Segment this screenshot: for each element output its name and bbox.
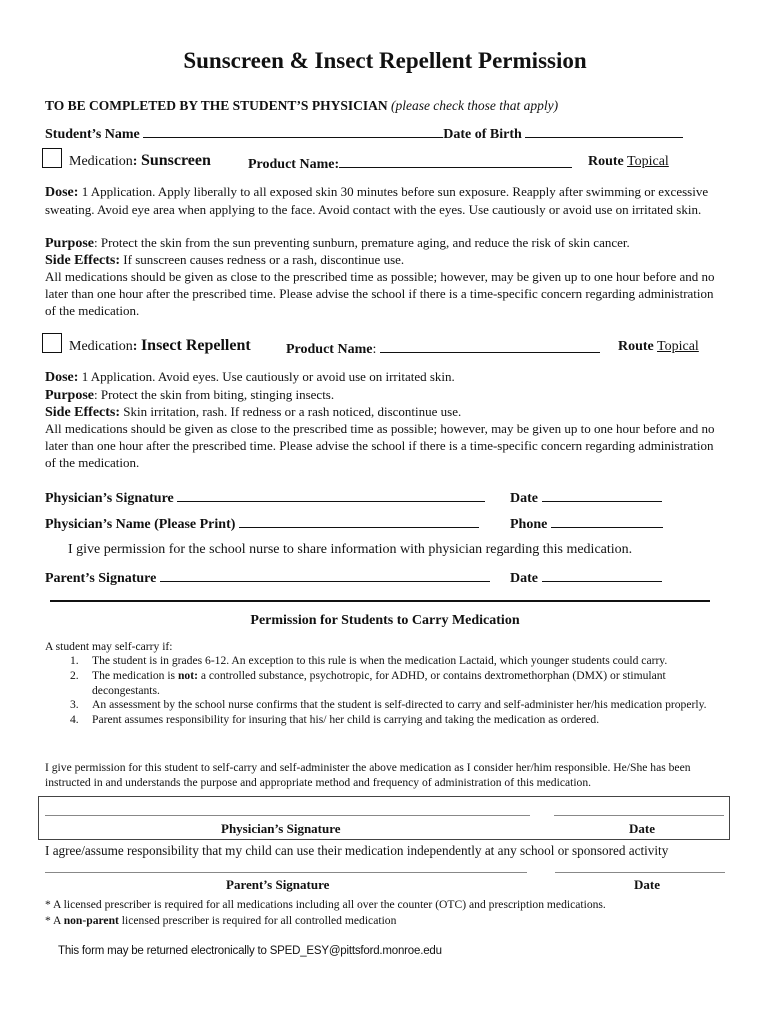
- physician-phone-label: Phone: [510, 517, 548, 532]
- list-item-text: The student is in grades 6-12. An exception to this rule is when the medication Lactaid, which younger students could carry.: [92, 654, 668, 667]
- list-item-number: 1.: [70, 654, 79, 667]
- repellent-product-name-label: Product Name: [286, 342, 373, 357]
- repellent-dose: [45, 368, 727, 386]
- repellent-medication-name: Insect Repellent: [140, 337, 251, 354]
- repellent-product-name-field[interactable]: [380, 339, 600, 353]
- list-item-text: Parent assumes responsibility for insuring that his/ her child is carrying and taking the medication as ordered.: [92, 713, 600, 727]
- instruction-italic: (please check those that apply): [390, 98, 559, 113]
- repellent-checkbox[interactable]: [42, 333, 62, 353]
- carry-parent-signature-field[interactable]: [45, 872, 527, 873]
- carry-physician-date-field[interactable]: [554, 815, 724, 816]
- repellent-colon: :: [132, 339, 138, 354]
- repellent-medication-row: [69, 337, 251, 355]
- list-item: [45, 698, 735, 713]
- page-title: Sunscreen & Insect Repellent Permission: [183, 48, 587, 73]
- physician-signature-label: Physician’s Signature: [45, 491, 174, 506]
- list-item-bold: not:: [177, 668, 198, 682]
- repellent-product-colon: :: [372, 342, 377, 357]
- sunscreen-medication-name: Sunscreen: [140, 152, 211, 169]
- sunscreen-dose-text: 1 Application. Apply liberally to all exposed skin 30 minutes before sun exposure. Reapply after swimming or excessive sweating. Avoid eye area when applying to the face. Avoid contact with the eyes. Use cautiously or avoid use on irritated skin.: [45, 184, 709, 217]
- list-item-number: 3.: [70, 698, 79, 712]
- carry-physician-signature-label: Physician’s Signature: [221, 821, 341, 836]
- repellent-route-value: Topical: [657, 339, 699, 354]
- list-item-text: The medication is: [92, 668, 178, 682]
- note-otc: * A licensed prescriber is required for all medications including all over the counter (OTC) and prescription medications.: [45, 898, 606, 911]
- sunscreen-dose-label: Dose:: [45, 185, 79, 200]
- sunscreen-side-effects-label: Side Effects:: [45, 253, 121, 268]
- note-controlled-bold: non-parent: [63, 914, 119, 927]
- parent-signature-field[interactable]: [160, 568, 490, 582]
- sunscreen-dose: [45, 183, 727, 218]
- sunscreen-route-label: Route: [588, 154, 624, 169]
- carry-parent-date-label: Date: [634, 877, 660, 892]
- carry-intro: A student may self-carry if:: [45, 640, 173, 653]
- list-item: [45, 654, 735, 669]
- dob-label: Date of Birth: [443, 127, 522, 142]
- carry-list: [45, 654, 735, 728]
- physician-date-row: [510, 488, 662, 507]
- sunscreen-medication-label: Medication: [69, 154, 133, 169]
- carry-permission-text: I give permission for this student to self-carry and self-administer the above medication as I consider her/him responsible. He/She has been instructed in and understands the purpose and appropriate method and frequency of administration of this medication.: [45, 761, 691, 789]
- repellent-product-row: [286, 339, 600, 358]
- repellent-dose-text: 1 Application. Avoid eyes. Use cautiously or avoid use on irritated skin.: [81, 369, 455, 384]
- physician-name-field[interactable]: [239, 514, 479, 528]
- repellent-dose-label: Dose:: [45, 370, 79, 385]
- dob-field[interactable]: [525, 124, 683, 138]
- student-name-label: Student’s Name: [45, 127, 140, 142]
- repellent-timing: All medications should be given as close to the prescribed time as possible; however, may be given up to one hour before and no later than one hour after the prescribed time. Please advise the school if there is a time-specific concern regarding administration of the medication.: [45, 421, 715, 470]
- parent-date-field[interactable]: [542, 568, 662, 582]
- physician-date-field[interactable]: [542, 488, 662, 502]
- carry-physician-signature-field[interactable]: [45, 815, 530, 816]
- parent-date-label: Date: [510, 571, 538, 586]
- repellent-route: [618, 339, 699, 355]
- sunscreen-side-effects: [45, 251, 727, 269]
- sunscreen-side-effects-text: If sunscreen causes redness or a rash, discontinue use.: [123, 252, 405, 267]
- student-info-row: [45, 124, 683, 143]
- physician-signature-field[interactable]: [177, 488, 485, 502]
- note-controlled-prefix: * A: [45, 914, 64, 927]
- footer-return-note: This form may be returned electronically to SPED_ESY@pittsford.monroe.edu: [58, 945, 442, 957]
- share-permission-text: I give permission for the school nurse to share information with physician regarding this medication.: [68, 542, 633, 557]
- sunscreen-timing: All medications should be given as close to the prescribed time as possible; however, may be given up to one hour before and no later than one hour after the prescribed time. Please advise the school if there is a time-specific concern regarding administration of the medication.: [45, 269, 715, 318]
- student-name-field[interactable]: [143, 124, 443, 138]
- sunscreen-product-name-label: Product Name:: [248, 157, 340, 172]
- note-controlled: [45, 913, 396, 928]
- list-item-text: An assessment by the school nurse confirms that the student is self-directed to carry and self-administer her/his medication properly.: [92, 698, 707, 712]
- instruction-line: [45, 98, 558, 114]
- instruction-bold: TO BE COMPLETED BY THE STUDENT’S PHYSICIAN: [45, 98, 388, 113]
- list-item-number: 4.: [70, 713, 79, 727]
- sunscreen-purpose-text: : Protect the skin from the sun preventing sunburn, premature aging, and reduce the risk of skin cancer.: [94, 235, 630, 250]
- carry-parent-date-field[interactable]: [555, 872, 725, 873]
- repellent-medication-label: Medication: [69, 339, 133, 354]
- sunscreen-checkbox[interactable]: [42, 148, 62, 168]
- sunscreen-product-row: [248, 154, 572, 173]
- sunscreen-colon: :: [132, 154, 138, 169]
- parent-signature-label: Parent’s Signature: [45, 571, 157, 586]
- repellent-purpose-label: Purpose: [45, 388, 94, 403]
- carry-physician-signature-box: [38, 796, 730, 840]
- parent-date-row: [510, 568, 662, 587]
- physician-phone-field[interactable]: [551, 514, 663, 528]
- repellent-side-effects-text: Skin irritation, rash. If redness or a rash noticed, discontinue use.: [123, 404, 462, 419]
- repellent-side-effects-label: Side Effects:: [45, 405, 121, 420]
- carry-parent-signature-label: Parent’s Signature: [226, 877, 330, 892]
- repellent-purpose-text: : Protect the skin from biting, stinging insects.: [94, 387, 335, 402]
- sunscreen-medication-row: [69, 152, 211, 170]
- list-item-text-cont: a controlled substance, psychotropic, for ADHD, or contains dextromethorphan (DMX) or stimulant decongestants.: [92, 668, 666, 697]
- list-item: [45, 713, 735, 728]
- sunscreen-purpose: [45, 234, 727, 252]
- note-controlled-suffix: licensed prescriber is required for all controlled medication: [118, 914, 397, 927]
- carry-physician-date-label: Date: [629, 821, 655, 836]
- list-item-number: 2.: [70, 668, 79, 682]
- repellent-route-label: Route: [618, 339, 654, 354]
- carry-heading: Permission for Students to Carry Medication: [250, 613, 520, 628]
- sunscreen-route: [588, 154, 669, 170]
- sunscreen-product-name-field[interactable]: [339, 154, 572, 168]
- list-item: [45, 669, 735, 699]
- physician-name-label: Physician’s Name (Please Print): [45, 517, 236, 532]
- physician-phone-row: [510, 514, 663, 533]
- physician-signature-row: [45, 488, 485, 507]
- agree-text: I agree/assume responsibility that my child can use their medication independently at any school or sponsored activity: [45, 843, 669, 858]
- sunscreen-purpose-label: Purpose: [45, 236, 94, 251]
- repellent-purpose: [45, 386, 727, 404]
- parent-signature-row: [45, 568, 490, 587]
- physician-name-row: [45, 514, 479, 533]
- section-divider: [50, 600, 710, 602]
- repellent-side-effects: [45, 403, 727, 421]
- sunscreen-route-value: Topical: [627, 154, 669, 169]
- physician-date-label: Date: [510, 491, 538, 506]
